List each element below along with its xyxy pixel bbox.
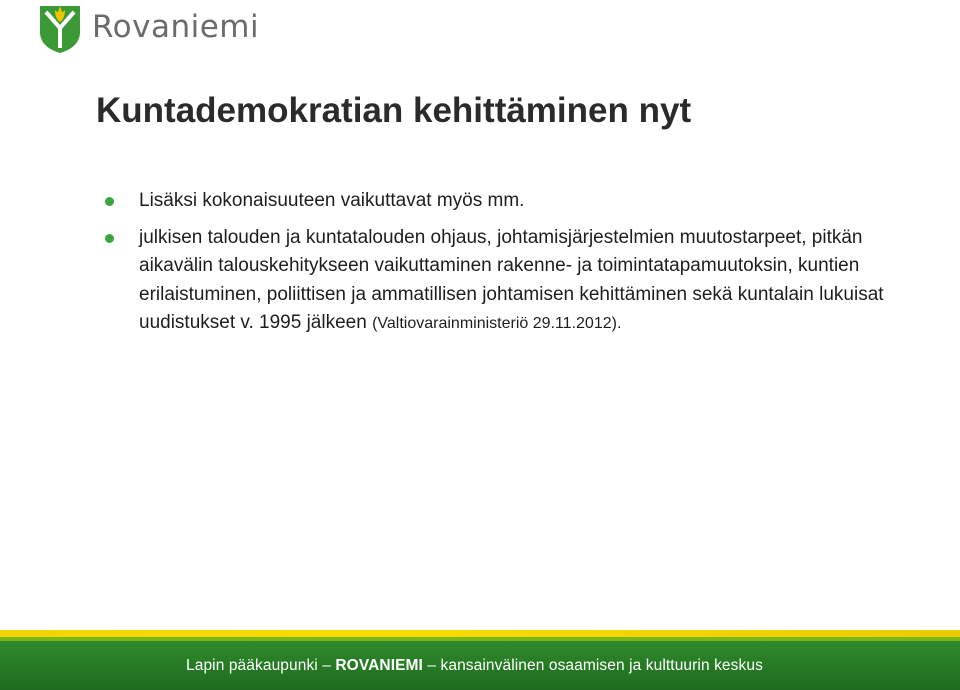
bullet-list [104,187,904,339]
footer-slogan-city: ROVANIEMI [335,656,423,674]
bullet-item [104,224,904,339]
bullet-text: Lisäksi kokonaisuuteen vaikuttavat myös mm. [139,190,525,211]
slide-title: Kuntademokratian kehittäminen nyt [96,91,692,130]
footer-stripe-yellow [0,630,960,637]
footer-banner [0,630,960,690]
footer-slogan-part1: Lapin pääkaupunki – [186,656,336,674]
bullet-reference: (Valtiovarainministeriö 29.11.2012). [372,315,622,332]
footer-slogan [186,657,763,675]
logo-wordmark: Rovaniemi [92,8,260,45]
bullet-dot-icon [105,197,114,206]
bullet-text: julkisen talouden ja kuntatalouden ohjaus, johtamisjärjestelmien muutostarpeet, pitkän aikavälin talouskehitykseen vaikuttaminen rakenne- ja toimintatapamuutoksin, kuntien erilaistuminen, poliittisen ja ammatillisen johtamisen kehittäminen sekä kuntalain lukuisat uudistukset v. 1995 jälkeen [139,226,884,333]
footer-band [0,641,960,690]
rovaniemi-shield-icon [38,4,82,54]
bullet-dot-icon [105,234,114,243]
bullet-item [104,187,904,216]
footer-slogan-part3: – kansainvälinen osaamisen ja kulttuurin keskus [422,656,763,674]
rovaniemi-logo [38,4,259,54]
